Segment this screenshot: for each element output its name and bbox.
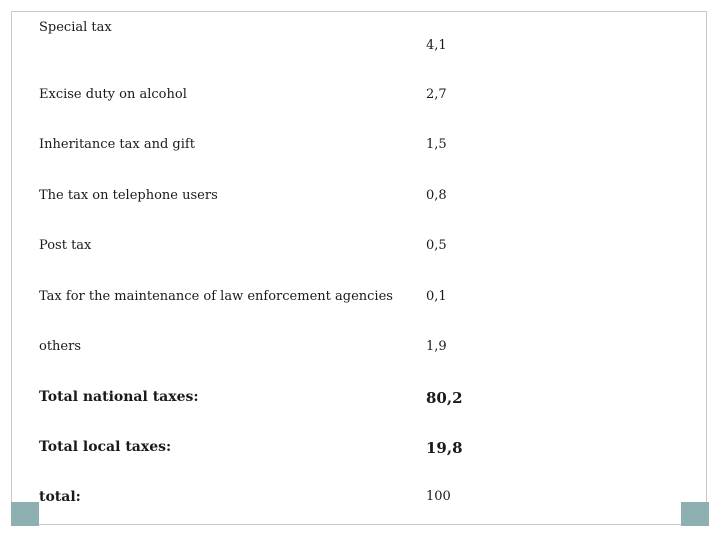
row-label: Tax for the maintenance of law enforcement agencies [39, 289, 393, 304]
table-row [0, 137, 720, 157]
table-row [0, 20, 720, 53]
row-value: 1,5 [426, 137, 447, 152]
row-value: 100 [426, 489, 451, 504]
row-value: 0,1 [426, 289, 447, 304]
row-value: 19,8 [426, 439, 463, 457]
row-label: total: [39, 489, 81, 505]
table-row-grand-total [0, 489, 720, 509]
row-label: Special tax [39, 20, 112, 35]
table-row-total-national [0, 389, 720, 409]
row-label: Excise duty on alcohol [39, 87, 187, 102]
row-value: 80,2 [426, 389, 463, 407]
row-value: 2,7 [426, 87, 447, 102]
row-label: Total local taxes: [39, 439, 172, 455]
row-label: Post tax [39, 238, 92, 253]
row-value: 1,9 [426, 339, 447, 354]
row-value: 0,8 [426, 188, 447, 203]
table-row [0, 87, 720, 107]
row-label: others [39, 339, 82, 354]
table-row-total-local [0, 439, 720, 459]
row-label: The tax on telephone users [39, 188, 218, 203]
table-row [0, 289, 720, 309]
row-value: 4,1 [426, 38, 447, 53]
row-value: 0,5 [426, 238, 447, 253]
row-label: Inheritance tax and gift [39, 137, 195, 152]
table-row [0, 188, 720, 208]
table-row [0, 339, 720, 359]
table-row [0, 238, 720, 258]
row-label: Total national taxes: [39, 389, 199, 405]
